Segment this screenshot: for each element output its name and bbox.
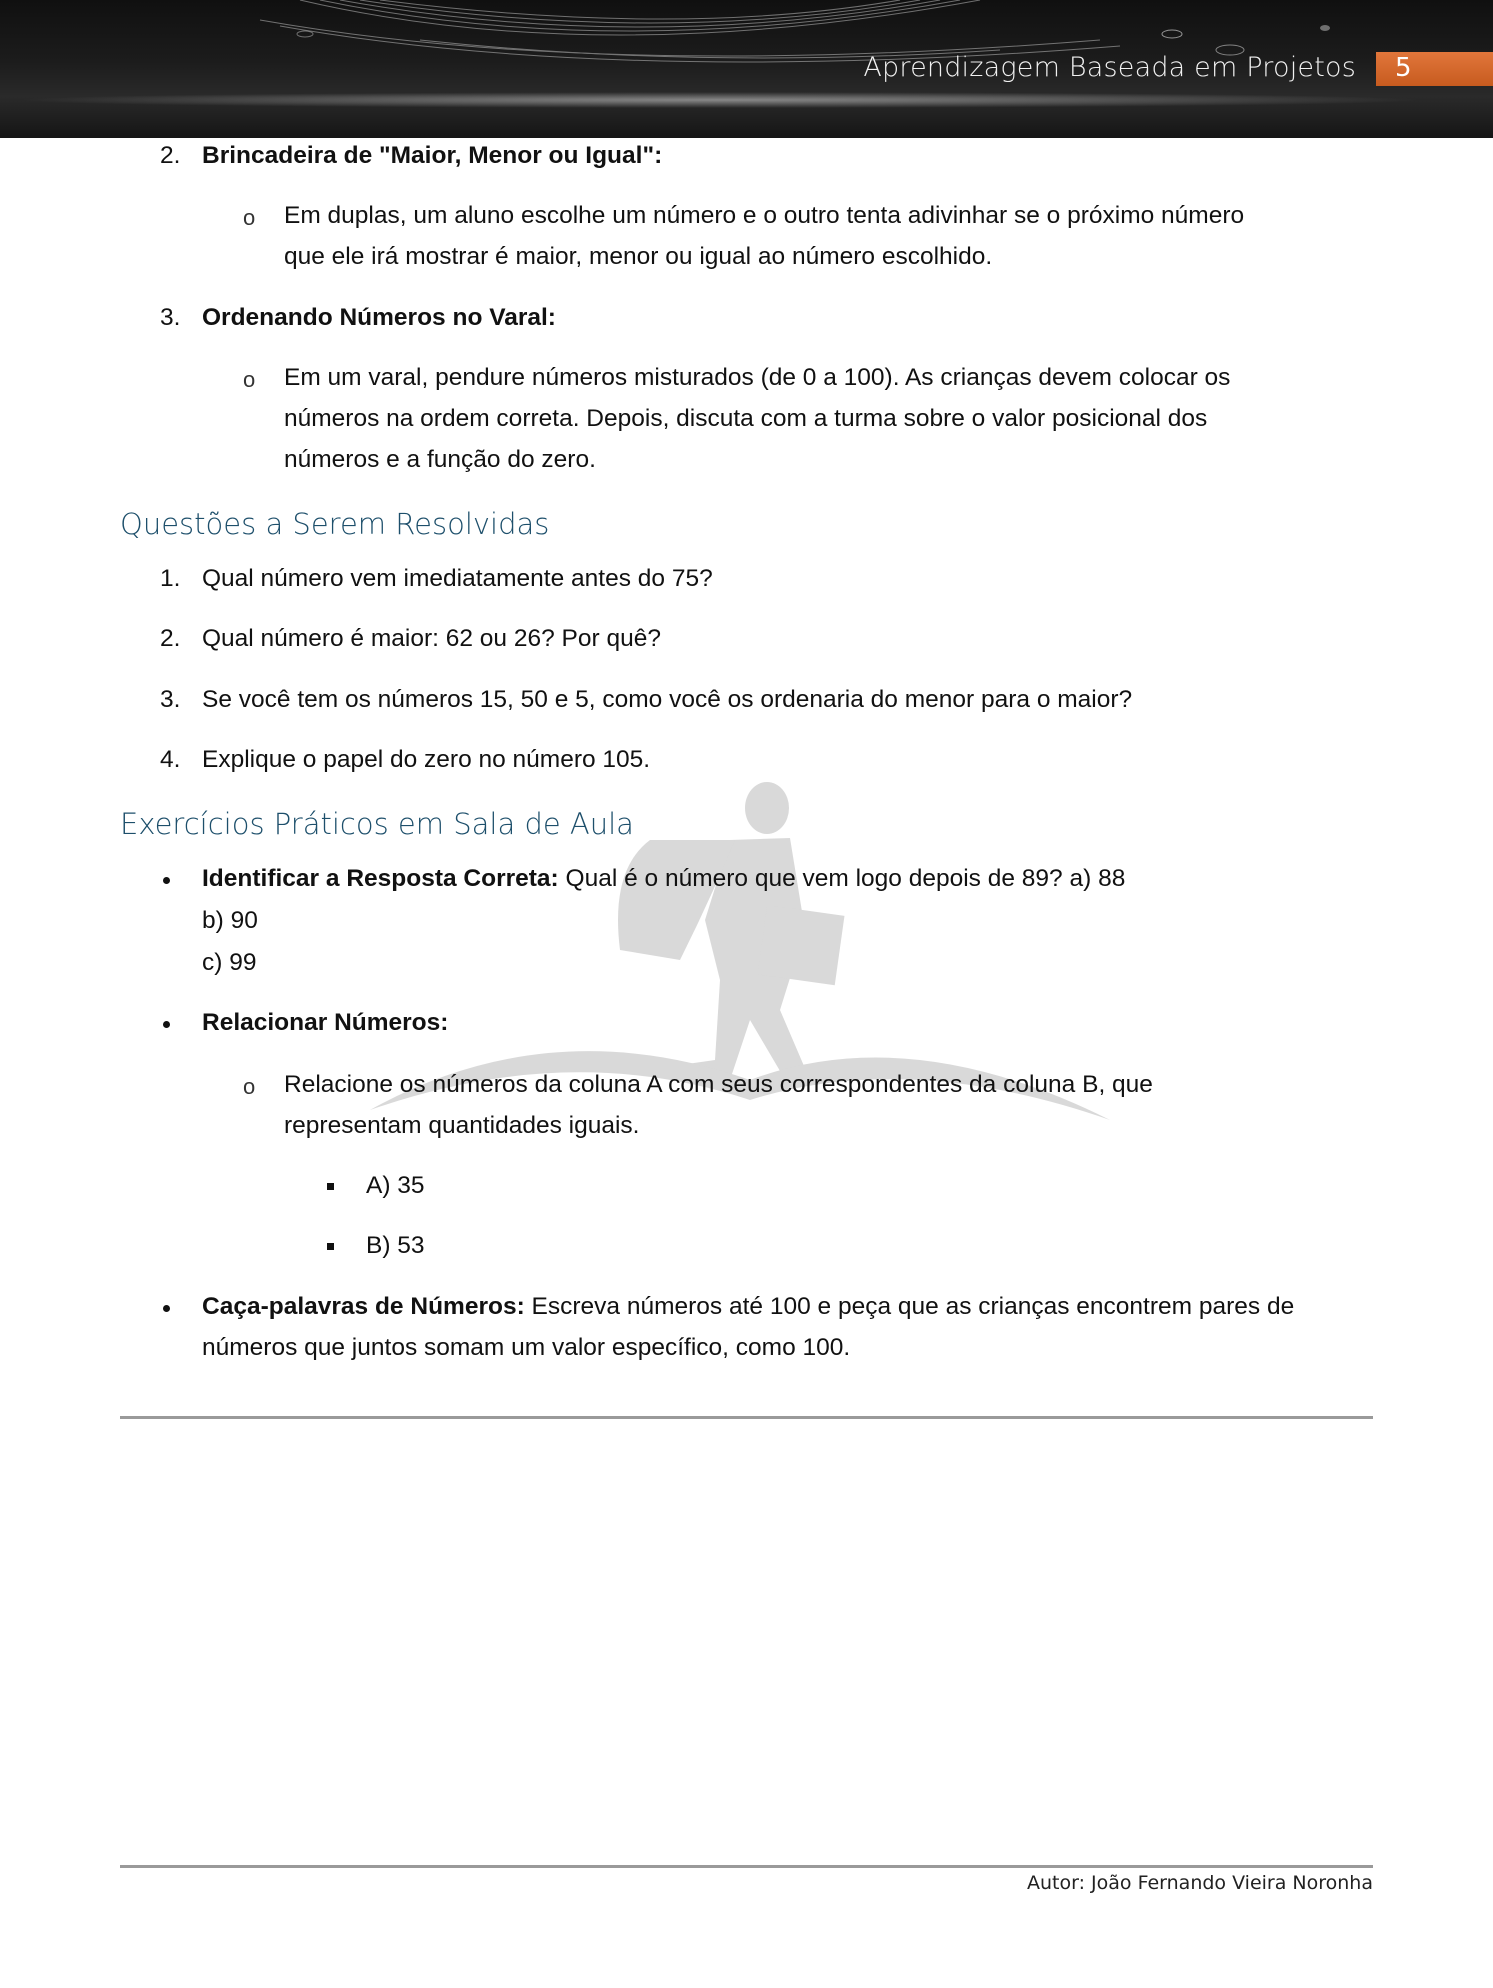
sub-bullet-marker: o [243,1074,256,1099]
square-bullet [327,1243,334,1250]
paragraph-line: Em um varal, pendure números misturados (de 0 a 100). As crianças devem colocar os [284,364,1231,391]
paragraph-line: que ele irá mostrar é maior, menor ou igual ao número escolhido. [284,243,993,270]
question-number: 2. [160,625,181,652]
section-heading-questions: Questões a Serem Resolvidas [120,507,550,541]
activity-title: Ordenando Números no Varal: [202,304,556,331]
paragraph-line: Em duplas, um aluno escolhe um número e o outro tenta adivinhar se o próximo número [284,202,1245,229]
paragraph-line: Relacione os números da coluna A com seus correspondentes da coluna B, que [284,1071,1153,1098]
question-number: 1. [160,565,181,592]
footer-author: Autor: João Fernando Vieira Noronha [1027,1872,1373,1894]
bullet-dot [163,1021,170,1028]
question-text: Explique o papel do zero no número 105. [202,746,651,773]
question-text: Qual número é maior: 62 ou 26? Por quê? [202,625,661,652]
page-header-band [0,0,1493,138]
question-text: Qual número vem imediatamente antes do 75? [202,565,713,592]
exercise-text: Escreva números até 100 e peça que as crianças encontrem pares de [524,1293,1295,1320]
section-divider [120,1416,1373,1419]
activity-number: 2. [160,142,181,169]
answer-option-c: c) 99 [202,949,257,976]
square-bullet [327,1183,334,1190]
paragraph-line: números que juntos somam um valor específico, como 100. [202,1334,851,1361]
paragraph-line: representam quantidades iguais. [284,1112,640,1139]
question-text: Se você tem os números 15, 50 e 5, como você os ordenaria do menor para o maior? [202,686,1133,713]
bullet-dot [163,877,170,884]
footer-divider [120,1865,1373,1868]
column-item: B) 53 [366,1232,425,1259]
exercise-identify-line [202,858,1125,900]
exercise-label: Caça-palavras de Números: [202,1293,525,1320]
activity-title: Brincadeira de "Maior, Menor ou Igual": [202,142,663,169]
exercise-text: Qual é o número que vem logo depois de 89? a) 88 [558,865,1126,892]
paragraph-line: números na ordem correta. Depois, discuta com a turma sobre o valor posicional dos [284,405,1208,432]
sub-bullet-marker: o [243,205,256,230]
exercise-wordsearch-line [202,1286,1294,1328]
answer-option-b: b) 90 [202,907,258,934]
exercise-label: Identificar a Resposta Correta: [202,865,559,892]
paragraph-line: números e a função do zero. [284,446,596,473]
page-number-box [1376,52,1493,86]
activity-number: 3. [160,304,181,331]
question-number: 3. [160,686,181,713]
exercise-label: Relacionar Números: [202,1009,449,1036]
section-heading-exercises: Exercícios Práticos em Sala de Aula [120,807,634,841]
bullet-dot [163,1305,170,1312]
question-number: 4. [160,746,181,773]
column-item: A) 35 [366,1172,425,1199]
sub-bullet-marker: o [243,367,256,392]
page-number: 5 [1395,53,1412,83]
header-title: Aprendizagem Baseada em Projetos [863,52,1356,83]
